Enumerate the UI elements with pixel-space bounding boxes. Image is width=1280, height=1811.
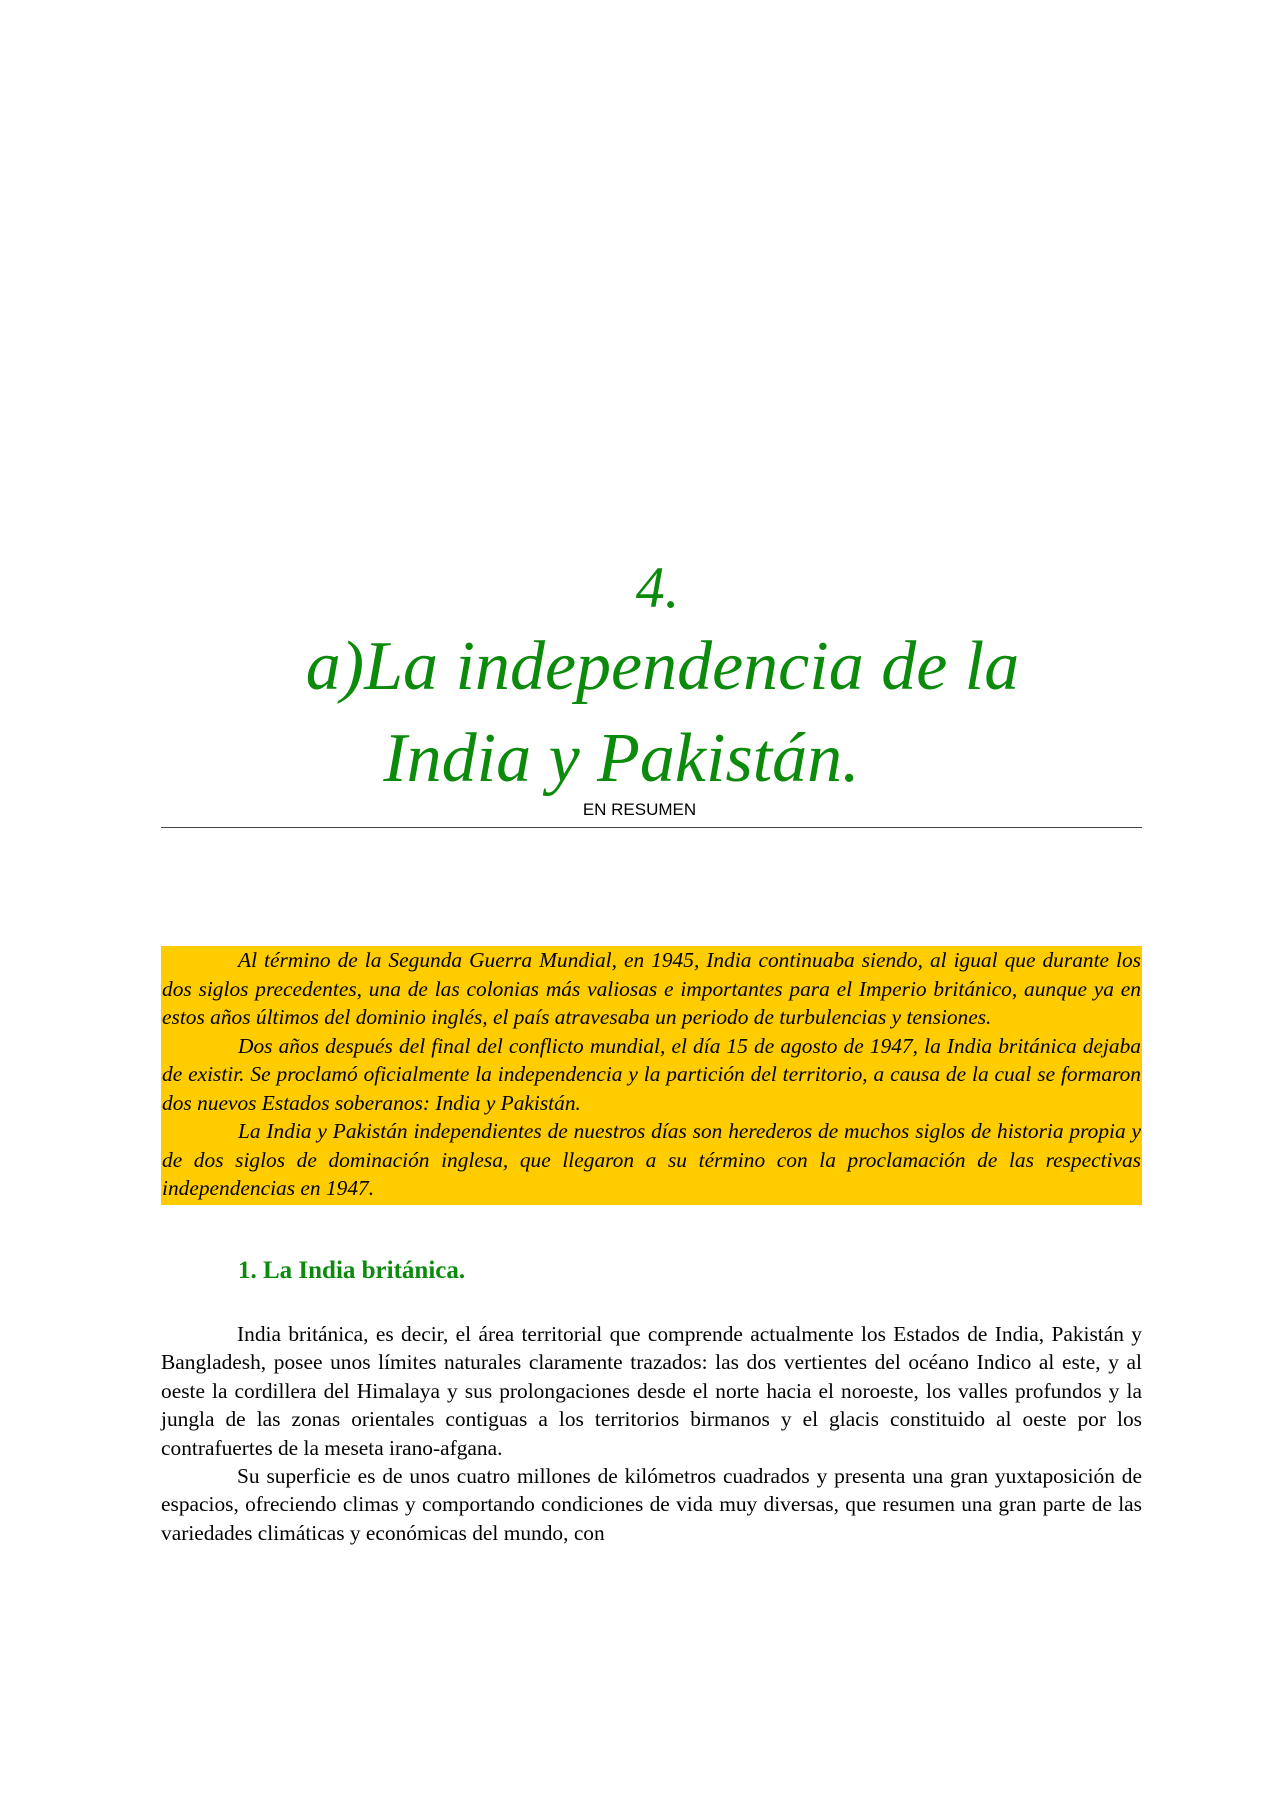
chapter-title-line-2: India y Pakistán. [383, 720, 860, 797]
section-body [161, 1320, 1142, 1547]
chapter-title-line-1: a)La independencia de la [305, 628, 1020, 705]
summary-paragraph: Dos años después del final del conflicto mundial, el día 15 de agosto de 1947, la India británica dejaba de existir. Se proclamó oficialmente la independencia y la partición del territorio, a causa de la cual se formaron dos nuevos Estados soberanos: India y Pakistán. [162, 1033, 1141, 1115]
section-heading: 1. La India británica. [238, 1257, 466, 1284]
chapter-title [161, 555, 1142, 805]
chapter-number: 4. [635, 555, 680, 620]
chapter-subtitle: EN RESUMEN [582, 800, 697, 819]
title-divider [161, 827, 1142, 828]
body-paragraph: India británica, es decir, el área territorial que comprende actualmente los Estados de India, Pakistán y Bangladesh, posee unos límites naturales claramente trazados: las dos vertientes del océano Indico al este, y al oeste la cordillera del Himalaya y sus prolongaciones desde el norte hacia el noroeste, los valles profundos y la jungla de las zonas orientales contiguas a los territorios birmanos y el glacis constituido al oeste por los contrafuertes de la meseta irano-afgana. [161, 1322, 1142, 1460]
summary-box [161, 946, 1142, 1205]
body-paragraph: Su superficie es de unos cuatro millones de kilómetros cuadrados y presenta una gran yuxtaposición de espacios, ofreciendo climas y comportando condiciones de vida muy diversas, que resumen una gran parte de las variedades climáticas y económicas del mundo, con [161, 1464, 1142, 1545]
summary-paragraph: Al término de la Segunda Guerra Mundial, en 1945, India continuaba siendo, al igual que durante los dos siglos precedentes, una de las colonias más valiosas e importantes para el Imperio británico, aunque ya en estos años últimos del dominio inglés, el país atravesaba un periodo de turbulencias y tensiones. [162, 948, 1141, 1029]
summary-paragraph: La India y Pakistán independientes de nuestros días son herederos de muchos siglos de historia propia y de dos siglos de dominación inglesa, que llegaron a su término con la proclamación de las respectivas independencias en 1947. [162, 1119, 1141, 1200]
